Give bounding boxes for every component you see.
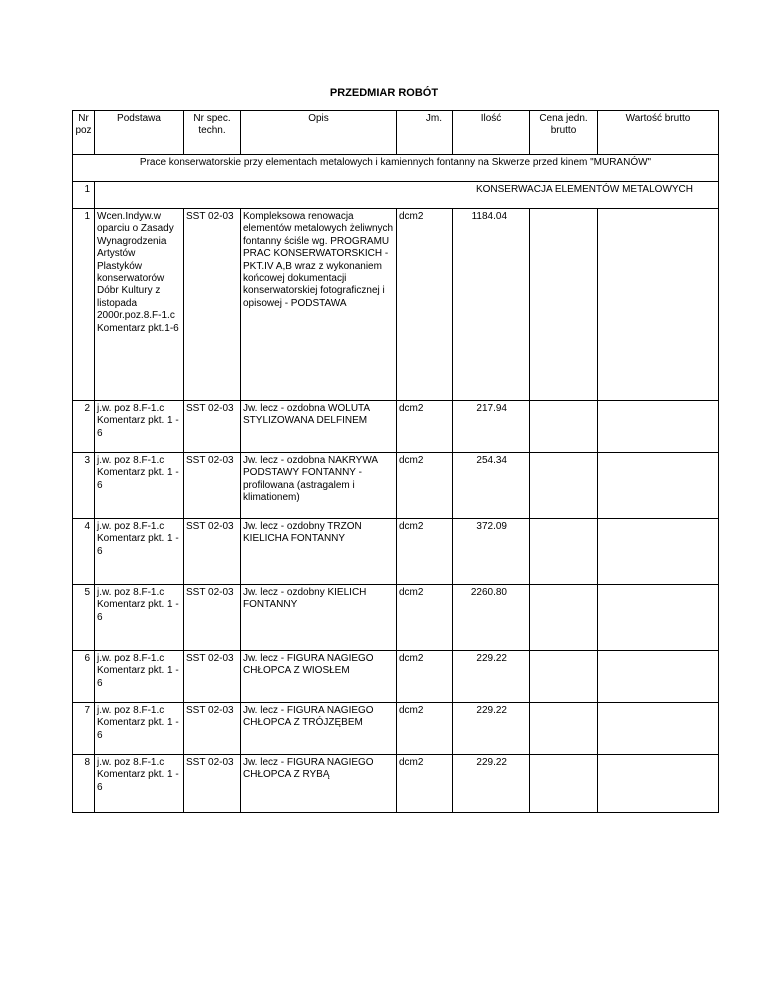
table-row: [73, 453, 719, 519]
row-spec: SST 02-03: [184, 651, 241, 703]
row-podstawa: j.w. poz 8.F-1.c Komentarz pkt. 1 - 6: [95, 401, 184, 453]
row-ilosc: 372.09: [453, 519, 530, 585]
row-opis: Jw. lecz - ozdobna WOLUTA STYLIZOWANA DELFINEM: [241, 401, 397, 453]
row-jm: dcm2: [397, 453, 453, 519]
row-nr: 6: [73, 651, 95, 703]
row-jm: dcm2: [397, 651, 453, 703]
row-ilosc: 229.22: [453, 651, 530, 703]
row-nr: 1: [73, 209, 95, 401]
row-podstawa: j.w. poz 8.F-1.c Komentarz pkt. 1 - 6: [95, 519, 184, 585]
row-spec: SST 02-03: [184, 585, 241, 651]
row-cena: [530, 401, 598, 453]
table-header-row: [73, 111, 719, 155]
row-ilosc: 229.22: [453, 755, 530, 813]
row-ilosc: 217.94: [453, 401, 530, 453]
row-jm: dcm2: [397, 585, 453, 651]
row-nr: 4: [73, 519, 95, 585]
row-spec: SST 02-03: [184, 755, 241, 813]
row-wartosc: [598, 401, 719, 453]
header-podstawa: Podstawa: [95, 111, 184, 155]
header-cena: Cena jedn. brutto: [530, 111, 598, 155]
row-spec: SST 02-03: [184, 401, 241, 453]
row-wartosc: [598, 453, 719, 519]
row-opis: Jw. lecz - ozdobna NAKRYWA PODSTAWY FONTANNY - profilowana (astragalem i klimationem): [241, 453, 397, 519]
header-wartosc: Wartość brutto: [598, 111, 719, 155]
row-podstawa: j.w. poz 8.F-1.c Komentarz pkt. 1 - 6: [95, 453, 184, 519]
row-cena: [530, 651, 598, 703]
row-jm: dcm2: [397, 703, 453, 755]
row-ilosc: 1184.04: [453, 209, 530, 401]
table-row: [73, 703, 719, 755]
table-row: [73, 585, 719, 651]
section-nr: 1: [73, 182, 95, 209]
row-ilosc: 2260.80: [453, 585, 530, 651]
row-spec: SST 02-03: [184, 453, 241, 519]
row-wartosc: [598, 755, 719, 813]
scope-row: [73, 155, 719, 182]
row-cena: [530, 519, 598, 585]
row-opis: Jw. lecz - FIGURA NAGIEGO CHŁOPCA Z WIOSŁEM: [241, 651, 397, 703]
row-jm: dcm2: [397, 519, 453, 585]
page-title: PRZEDMIAR ROBÓT: [329, 87, 439, 99]
row-ilosc: 254.34: [453, 453, 530, 519]
row-wartosc: [598, 209, 719, 401]
section-title: KONSERWACJA ELEMENTÓW METALOWYCH: [95, 182, 719, 209]
row-jm: dcm2: [397, 401, 453, 453]
bill-of-quantities-table: [72, 110, 719, 813]
row-spec: SST 02-03: [184, 209, 241, 401]
section-row: [73, 182, 719, 209]
row-spec: SST 02-03: [184, 519, 241, 585]
header-jm: Jm.: [397, 111, 453, 155]
row-opis: Jw. lecz - FIGURA NAGIEGO CHŁOPCA Z RYBĄ: [241, 755, 397, 813]
table-row: [73, 519, 719, 585]
row-wartosc: [598, 519, 719, 585]
row-wartosc: [598, 651, 719, 703]
header-ilosc: Ilość: [453, 111, 530, 155]
row-opis: Jw. lecz - ozdobny KIELICH FONTANNY: [241, 585, 397, 651]
row-nr: 5: [73, 585, 95, 651]
row-cena: [530, 209, 598, 401]
table-row: [73, 755, 719, 813]
row-jm: dcm2: [397, 209, 453, 401]
row-nr: 7: [73, 703, 95, 755]
header-nr: Nr poz: [73, 111, 95, 155]
row-cena: [530, 703, 598, 755]
row-opis: Kompleksowa renowacja elementów metalowych żeliwnych fontanny ściśle wg. PROGRAMU PRAC KONSERWATORSKICH - PKT.IV A,B wraz z wykonaniem końcowej dokumentacji konserwatorskiej fotograficznej i opisowej - PODSTAWA: [241, 209, 397, 401]
header-opis: Opis: [241, 111, 397, 155]
row-jm: dcm2: [397, 755, 453, 813]
row-wartosc: [598, 585, 719, 651]
row-nr: 8: [73, 755, 95, 813]
row-podstawa: Wcen.Indyw.w oparciu o Zasady Wynagrodzenia Artystów Plastyków konserwatorów Dóbr Kultury z listopada 2000r.poz.8.F-1.c Komentarz pkt.1-6: [95, 209, 184, 401]
row-ilosc: 229.22: [453, 703, 530, 755]
row-podstawa: j.w. poz 8.F-1.c Komentarz pkt. 1 - 6: [95, 703, 184, 755]
table-row: [73, 651, 719, 703]
row-opis: Jw. lecz - FIGURA NAGIEGO CHŁOPCA Z TRÓJZĘBEM: [241, 703, 397, 755]
table-row: [73, 401, 719, 453]
row-nr: 2: [73, 401, 95, 453]
table-row: [73, 209, 719, 401]
row-cena: [530, 755, 598, 813]
scope-text: Prace konserwatorskie przy elementach metalowych i kamiennych fontanny na Skwerze przed kinem "MURANÓW": [73, 155, 719, 182]
row-podstawa: j.w. poz 8.F-1.c Komentarz pkt. 1 - 6: [95, 585, 184, 651]
header-spec: Nr spec. techn.: [184, 111, 241, 155]
row-nr: 3: [73, 453, 95, 519]
row-wartosc: [598, 703, 719, 755]
row-podstawa: j.w. poz 8.F-1.c Komentarz pkt. 1 - 6: [95, 651, 184, 703]
row-spec: SST 02-03: [184, 703, 241, 755]
row-podstawa: j.w. poz 8.F-1.c Komentarz pkt. 1 - 6: [95, 755, 184, 813]
row-opis: Jw. lecz - ozdobny TRZON KIELICHA FONTANNY: [241, 519, 397, 585]
row-cena: [530, 453, 598, 519]
row-cena: [530, 585, 598, 651]
